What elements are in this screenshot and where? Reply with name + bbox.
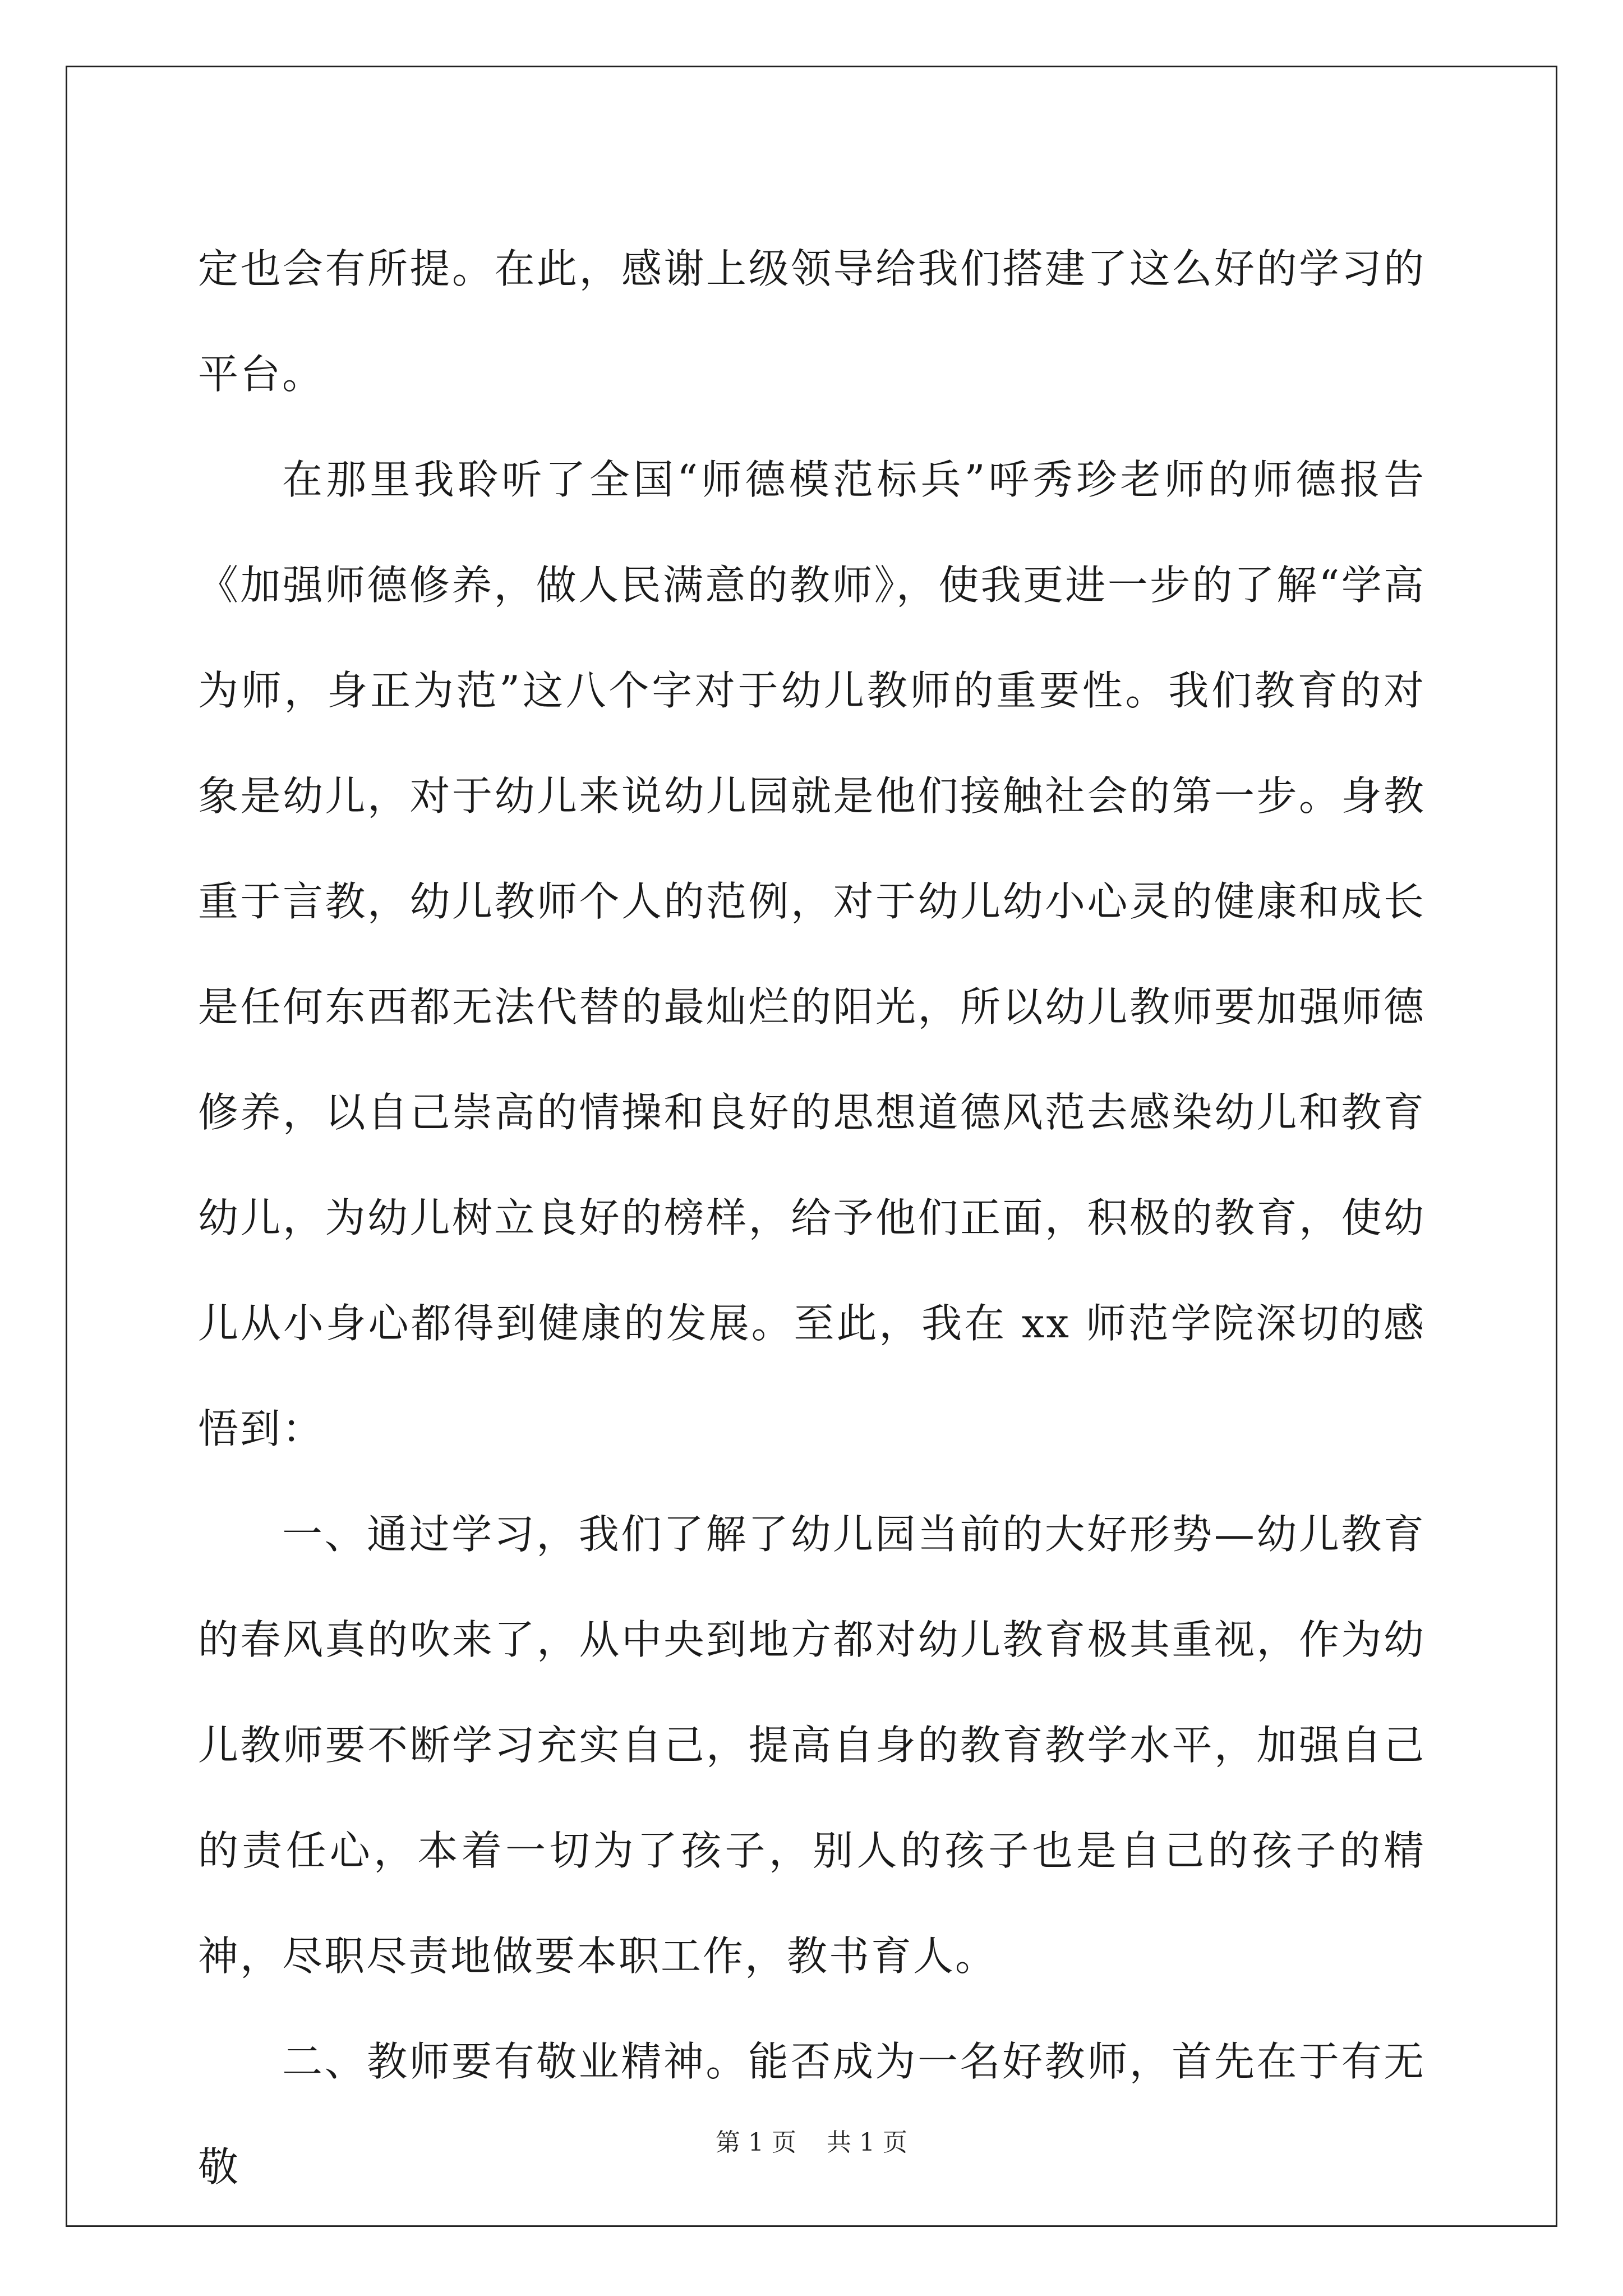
page-footer bbox=[0, 2126, 1623, 2160]
page-total: 共 1 页 bbox=[827, 2128, 907, 2157]
paragraph-1: 定也会有所提。在此，感谢上级领导给我们搭建了这么好的学习的平台。 bbox=[198, 245, 1426, 398]
page-number: 第 1 页 bbox=[716, 2128, 796, 2157]
paragraph-2: 在那里我聆听了全国“师德模范标兵”呼秀珍老师的师德报告《加强师德修养，做人民满意的教师》，使我更进一步的了解“学高为师，身正为范”这八个字对于幼儿教师的重要性。我们教育的对象是幼儿，对于幼儿来说幼儿园就是他们接触社会的第一步。身教重于言教，幼儿教师个人的范例，对于幼儿幼小心灵的健康和成长是任何东西都无法代替的最灿烂的阳光，所以幼儿教师要加强师德修养，以自己崇高的情操和良好的思想道德风范去感染幼儿和教育幼儿，为幼儿树立良好的榜样，给予他们正面，积极的教育，使幼儿从小身心都得到健康的发展。至此，我在 xx 师范学院深切的感悟到： bbox=[198, 456, 1426, 1452]
document-body bbox=[198, 216, 1426, 2220]
paragraph-3: 一、通过学习，我们了解了幼儿园当前的大好形势—幼儿教育的春风真的吹来了，从中央到地方都对幼儿教育极其重视，作为幼儿教师要不断学习充实自己，提高自身的教育教学水平，加强自己的责任心，本着一切为了孩子，别人的孩子也是自己的孩子的精神，尽职尽责地做要本职工作，教书育人。 bbox=[198, 1511, 1426, 1980]
paragraph-4: 二、教师要有敬业精神。能否成为一名好教师，首先在于有无敬 bbox=[198, 2038, 1426, 2191]
